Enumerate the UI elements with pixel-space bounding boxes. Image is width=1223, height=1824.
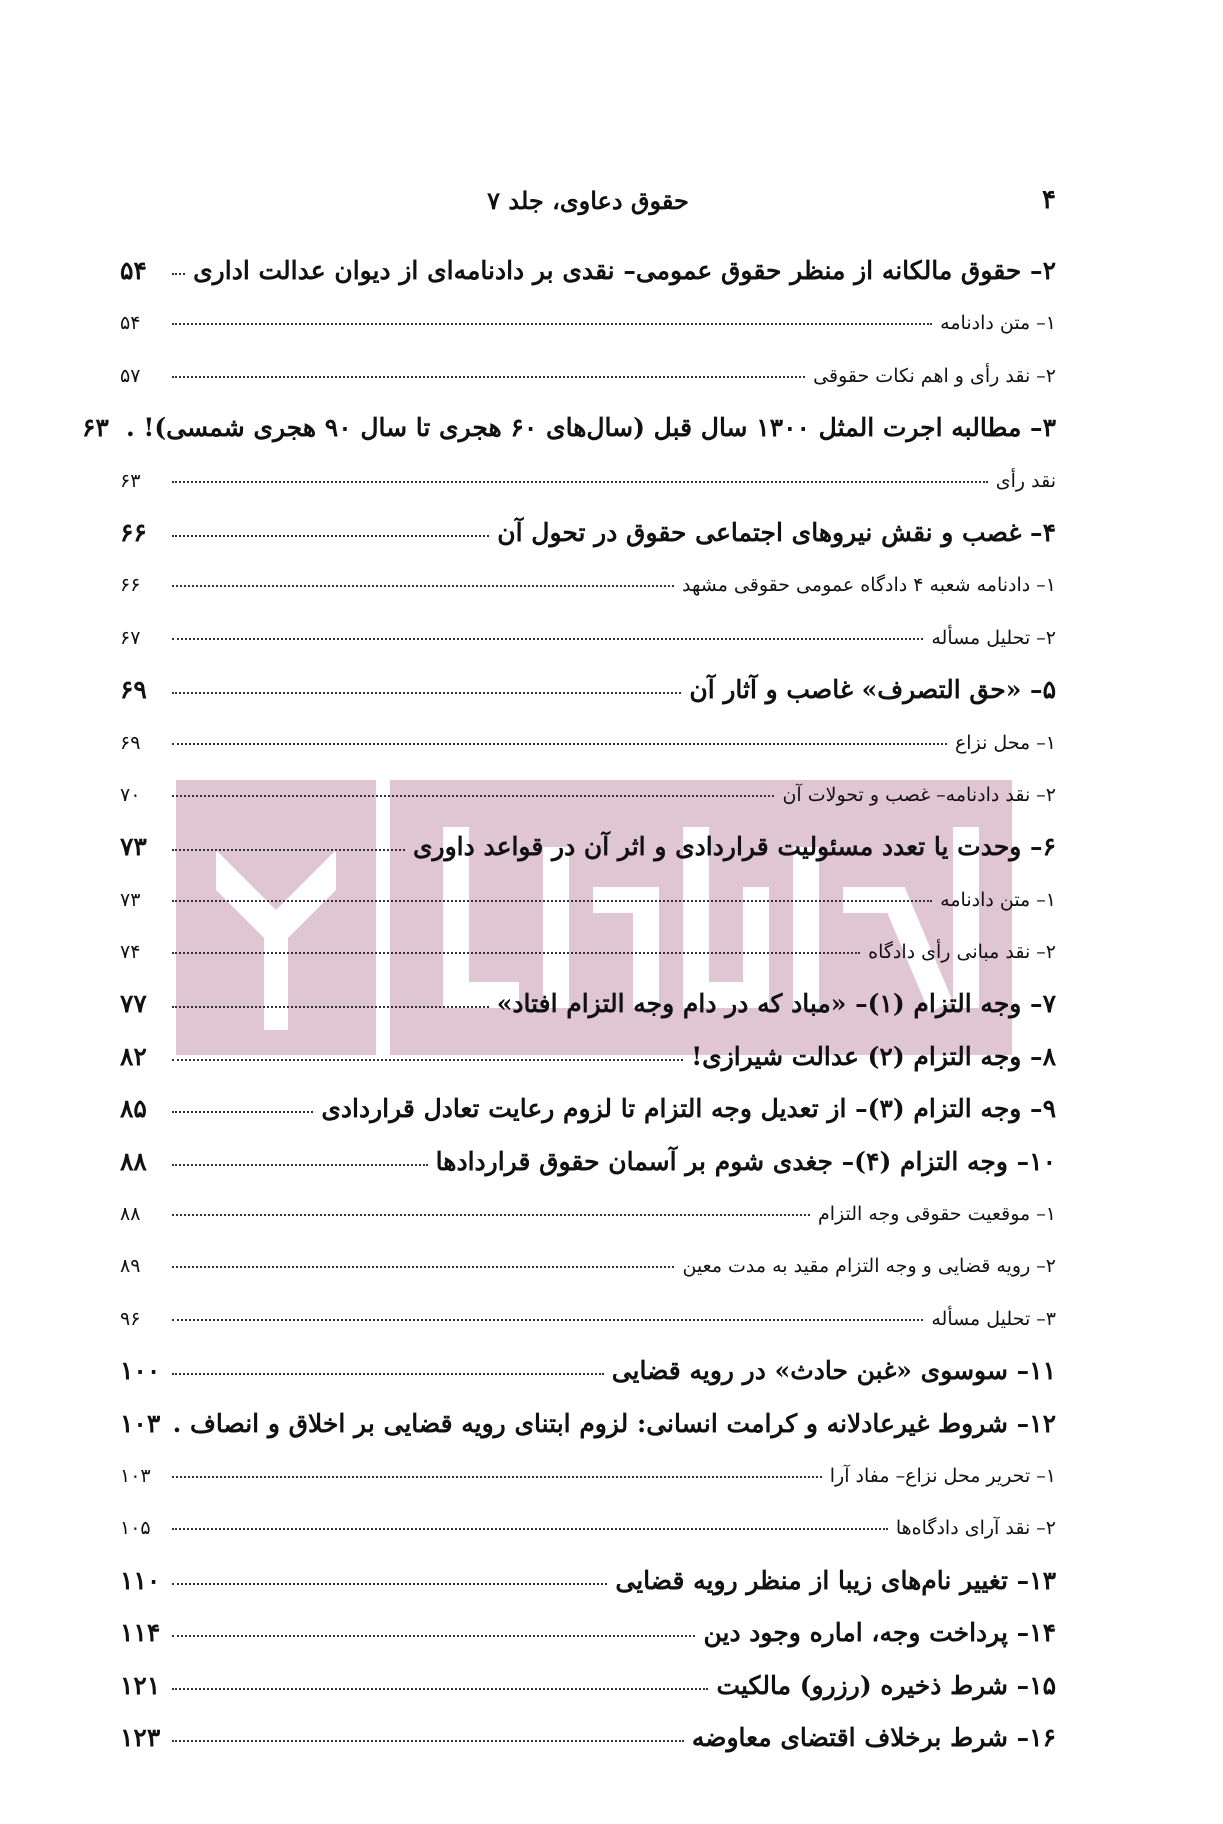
toc-entry-title: ۸– وجه التزام (۲) عدالت شیرازی! — [691, 1041, 1056, 1071]
dot-leader — [172, 376, 805, 378]
toc-entry — [120, 1555, 1056, 1607]
toc-entry-page: ۵۴ — [120, 312, 141, 335]
dot-leader — [172, 849, 405, 851]
toc-entry — [120, 978, 1056, 1030]
dot-leader — [172, 1214, 810, 1216]
toc-entry-title: ۱۲– شروط غیرعادلانه و کرامت انسانی: لزوم ابتنای رویه قضایی بر اخلاق و انصاف . — [172, 1408, 1056, 1438]
toc-entry-title: ۱– متن دادنامه — [940, 312, 1056, 335]
toc-entry-page: ۹۶ — [120, 1307, 141, 1330]
dot-leader — [172, 1111, 313, 1113]
toc-entry-title: ۲– نقد دادنامه– غصب و تحولات آن — [782, 783, 1056, 806]
dot-leader — [172, 1688, 708, 1690]
toc-subentry — [120, 297, 1056, 349]
dot-leader — [172, 1528, 888, 1530]
toc-entry-title: ۷– وجه التزام (۱)– «مباد که در دام وجه التزام افتاد» — [496, 989, 1056, 1019]
dot-leader — [172, 638, 923, 640]
dot-leader — [172, 1164, 428, 1166]
toc-entry-title: ۲– رویه قضایی و وجه التزام مقید به مدت معین — [682, 1255, 1056, 1278]
toc-entry — [120, 1136, 1056, 1188]
toc-entry-page: ۱۲۱ — [120, 1670, 161, 1700]
toc-entry-title: ۵– «حق التصرف» غاصب و آثار آن — [689, 675, 1056, 705]
toc-entry — [120, 245, 1056, 297]
toc-entry — [120, 1083, 1056, 1135]
toc-entry-page: ۷۷ — [120, 989, 147, 1019]
toc-entry — [120, 507, 1056, 559]
dot-leader — [172, 1740, 684, 1742]
dot-leader — [172, 481, 988, 483]
toc-entry — [120, 1607, 1056, 1659]
toc-entry-title: ۱– متن دادنامه — [940, 888, 1056, 911]
toc-entry-page: ۶۳ — [120, 469, 141, 492]
toc-entry-page: ۷۴ — [120, 941, 141, 964]
toc-entry-title: ۱– محل نزاع — [954, 731, 1056, 754]
toc-subentry — [120, 1240, 1056, 1292]
toc-entry-title: ۱۳– تغییر نام‌های زیبا از منظر رویه قضایی — [615, 1565, 1056, 1595]
table-of-contents — [81, 245, 1056, 1764]
toc-entry-title: ۳– مطالبه اجرت المثل ۱۳۰۰ سال قبل (سال‌های ۶۰ هجری تا سال ۹۰ هجری شمسی)! . — [125, 413, 1056, 443]
toc-entry-page: ۱۲۳ — [120, 1722, 161, 1752]
dot-leader — [172, 952, 860, 954]
toc-entry-title: ۹– وجه التزام (۳)– از تعدیل وجه التزام تا لزوم رعایت تعادل قراردادی — [321, 1094, 1056, 1124]
dot-leader — [172, 1476, 822, 1478]
toc-subentry — [120, 1188, 1056, 1240]
dot-leader — [172, 1583, 607, 1585]
dot-leader — [172, 585, 674, 587]
running-title: حقوق دعاوی، جلد ۷ — [487, 185, 689, 215]
dot-leader — [172, 1006, 489, 1008]
dot-leader — [172, 273, 185, 275]
toc-entry-page: ۸۲ — [120, 1041, 147, 1071]
toc-entry-title: ۱– موقعیت حقوقی وجه التزام — [817, 1203, 1056, 1226]
toc-entry-page: ۱۱۴ — [120, 1618, 161, 1648]
dot-leader — [172, 1373, 604, 1375]
toc-subentry — [120, 559, 1056, 611]
toc-entry-title: ۴– غصب و نقش نیروهای اجتماعی حقوق در تحول آن — [497, 517, 1056, 547]
toc-entry-page: ۶۶ — [120, 574, 141, 597]
toc-entry-page: ۷۳ — [120, 888, 141, 911]
toc-entry — [120, 821, 1056, 873]
toc-entry-title: ۱– تحریر محل نزاع– مفاد آرا — [829, 1464, 1056, 1487]
toc-entry-title: ۱۶– شرط برخلاف اقتضای معاوضه — [691, 1722, 1056, 1752]
toc-entry-page: ۱۰۳ — [120, 1408, 161, 1438]
toc-entry-title: ۲– تحلیل مسأله — [931, 626, 1056, 649]
dot-leader — [172, 1635, 695, 1637]
toc-subentry — [120, 350, 1056, 402]
toc-entry-title: ۲– نقد آرای دادگاه‌ها — [895, 1517, 1056, 1540]
toc-entry-title: ۶– وحدت یا تعدد مسئولیت قراردادی و اثر آن در قواعد داوری — [412, 832, 1056, 862]
toc-subentry — [120, 926, 1056, 978]
toc-entry-page: ۶۳ — [81, 413, 109, 443]
toc-subentry — [120, 1450, 1056, 1502]
toc-entry — [120, 1712, 1056, 1764]
toc-entry — [81, 402, 1056, 454]
toc-entry-title: ۱۰– وجه التزام (۴)– جغدی شوم بر آسمان حقوق قراردادها — [435, 1146, 1056, 1176]
dot-leader — [172, 743, 947, 745]
toc-entry-title: ۲– نقد مبانی رأی دادگاه — [868, 941, 1056, 964]
toc-entry-page: ۵۷ — [120, 364, 141, 387]
toc-entry-page: ۱۰۰ — [120, 1356, 161, 1386]
toc-entry-page: ۸۸ — [120, 1203, 141, 1226]
toc-entry-page: ۱۱۰ — [120, 1565, 161, 1595]
toc-entry — [120, 664, 1056, 716]
toc-entry — [120, 1660, 1056, 1712]
toc-entry-page: ۶۶ — [120, 517, 147, 547]
toc-entry-title: ۲– نقد رأی و اهم نکات حقوقی — [813, 364, 1056, 387]
toc-subentry — [120, 1502, 1056, 1554]
dot-leader — [172, 1266, 674, 1268]
dot-leader — [172, 535, 489, 537]
toc-entry-page: ۷۳ — [120, 832, 147, 862]
toc-entry-page: ۸۸ — [120, 1146, 147, 1176]
toc-subentry — [120, 874, 1056, 926]
dot-leader — [172, 692, 681, 694]
toc-subentry — [120, 455, 1056, 507]
dot-leader — [172, 795, 774, 797]
dot-leader — [172, 1319, 923, 1321]
toc-entry-title: ۱۴– پرداخت وجه، اماره وجود دین — [703, 1618, 1056, 1648]
toc-entry-page: ۸۹ — [120, 1255, 141, 1278]
toc-entry-title: ۳– تحلیل مسأله — [931, 1307, 1056, 1330]
toc-subentry — [120, 612, 1056, 664]
toc-entry — [120, 1031, 1056, 1083]
toc-entry-page: ۷۰ — [120, 783, 141, 806]
toc-entry-title: ۱– دادنامه شعبه ۴ دادگاه عمومی حقوقی مشهد — [682, 574, 1056, 597]
toc-entry-title: ۲– حقوق مالکانه از منظر حقوق عمومی– نقدی بر دادنامه‌ای از دیوان عدالت اداری — [193, 256, 1056, 285]
dot-leader — [172, 1059, 683, 1061]
toc-subentry — [120, 1293, 1056, 1345]
toc-entry — [120, 1398, 1056, 1450]
toc-entry-page: ۵۴ — [120, 256, 147, 285]
toc-subentry — [120, 769, 1056, 821]
toc-entry-title: نقد رأی — [995, 469, 1056, 492]
toc-entry-page: ۶۷ — [120, 626, 141, 649]
toc-entry-title: ۱۵– شرط ذخیره (رزرو) مالکیت — [716, 1670, 1056, 1700]
running-header — [120, 180, 1056, 220]
toc-entry-page: ۶۹ — [120, 731, 141, 754]
toc-entry-page: ۱۰۳ — [120, 1464, 151, 1487]
dot-leader — [172, 323, 932, 325]
toc-entry-page: ۸۵ — [120, 1094, 147, 1124]
toc-entry-title: ۱۱– سوسوی «غبن حادث» در رویه قضایی — [611, 1356, 1056, 1386]
toc-entry — [120, 1345, 1056, 1397]
page-number: ۴ — [1042, 185, 1056, 215]
toc-subentry — [120, 717, 1056, 769]
dot-leader — [172, 900, 932, 902]
toc-entry-page: ۶۹ — [120, 675, 147, 705]
toc-entry-page: ۱۰۵ — [120, 1517, 151, 1540]
